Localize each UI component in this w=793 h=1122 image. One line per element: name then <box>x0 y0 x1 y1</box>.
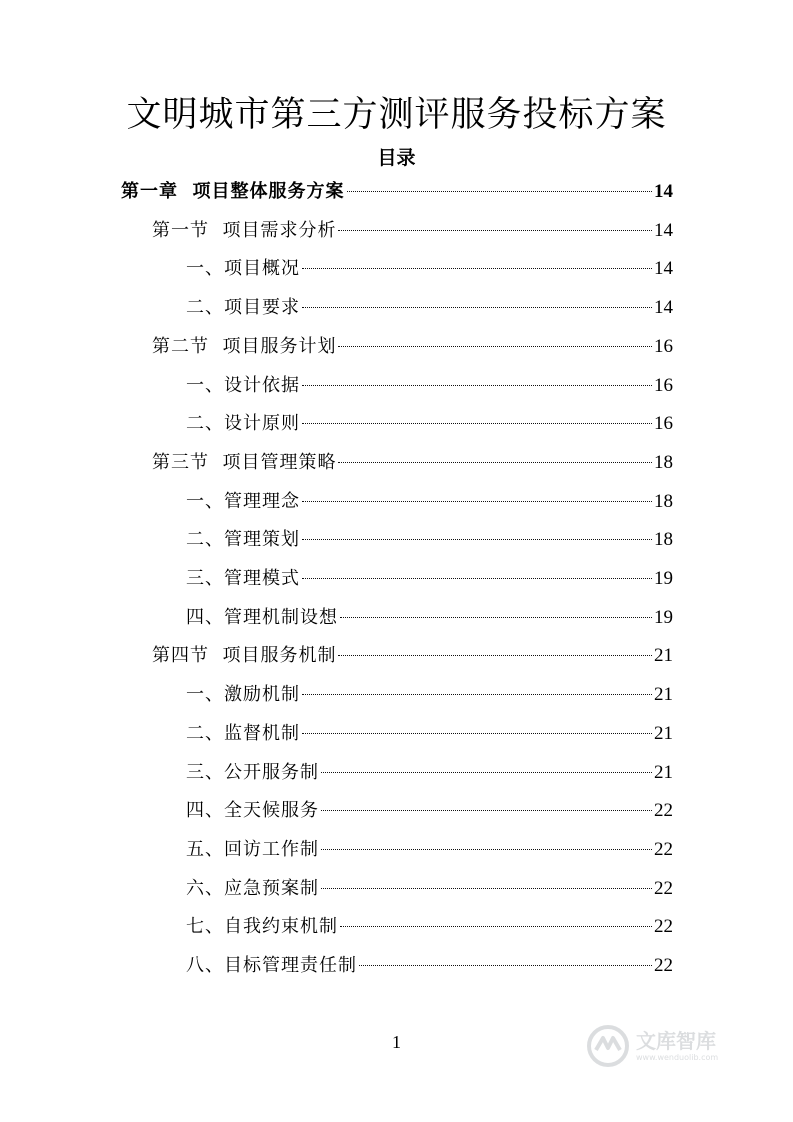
toc-leader-dots <box>338 462 652 463</box>
toc-entry-page: 21 <box>654 762 673 783</box>
toc-entry-page: 22 <box>654 800 673 821</box>
toc-entry[interactable] <box>186 372 673 400</box>
toc-entry[interactable] <box>186 565 673 593</box>
toc-entry[interactable] <box>186 759 673 787</box>
toc-entry-label: 三、公开服务制 <box>186 762 319 783</box>
toc-entry-page: 14 <box>654 220 673 241</box>
toc-leader-dots <box>302 539 652 540</box>
toc-leader-dots <box>302 268 652 269</box>
toc-entry-label: 三、管理模式 <box>186 568 300 589</box>
toc-leader-dots <box>338 655 652 656</box>
toc-entry-page: 16 <box>654 336 673 357</box>
toc-heading: 目录 <box>377 147 416 169</box>
toc-entry[interactable] <box>186 720 673 748</box>
toc-entry-label: 二、设计原则 <box>186 413 300 434</box>
toc-entry-page: 18 <box>654 452 673 473</box>
toc-entry-page: 14 <box>654 181 673 202</box>
toc-entry[interactable] <box>186 836 673 864</box>
logo-icon <box>586 1024 630 1068</box>
toc-entry[interactable] <box>121 178 673 206</box>
toc-entry[interactable] <box>186 913 673 941</box>
watermark-name: 文库智库 <box>636 1029 716 1053</box>
toc-entry-page: 22 <box>654 916 673 937</box>
toc-entry-label: 一、激励机制 <box>186 684 300 705</box>
toc-entry[interactable] <box>186 681 673 709</box>
page-number: 1 <box>392 1032 401 1052</box>
toc-entry-label: 一、管理理念 <box>186 491 300 512</box>
toc-entry-label: 第三节 项目管理策略 <box>152 452 337 473</box>
toc-entry[interactable] <box>152 642 673 670</box>
toc-entry[interactable] <box>186 410 673 438</box>
toc-entry-page: 19 <box>654 568 673 589</box>
toc-entry[interactable] <box>152 217 673 245</box>
toc-entry-label: 四、管理机制设想 <box>186 607 338 628</box>
toc-entry[interactable] <box>152 449 673 477</box>
toc-leader-dots <box>302 578 652 579</box>
toc-entry[interactable] <box>186 875 673 903</box>
toc-leader-dots <box>340 617 652 618</box>
toc-entry-page: 16 <box>654 375 673 396</box>
toc-entry[interactable] <box>152 333 673 361</box>
toc-leader-dots <box>302 501 652 502</box>
toc-entry-label: 六、应急预案制 <box>186 878 319 899</box>
toc-leader-dots <box>359 965 652 966</box>
toc-entry-label: 第一节 项目需求分析 <box>152 220 337 241</box>
watermark <box>586 1018 762 1074</box>
toc-entry-page: 21 <box>654 645 673 666</box>
toc-leader-dots <box>321 810 652 811</box>
toc-entry-label: 五、回访工作制 <box>186 839 319 860</box>
toc-entry-page: 22 <box>654 839 673 860</box>
watermark-url: www.wenduolib.com <box>636 1053 719 1062</box>
toc-entry-page: 18 <box>654 529 673 550</box>
toc-leader-dots <box>321 772 652 773</box>
toc-entry[interactable] <box>186 797 673 825</box>
toc-entry-page: 14 <box>654 258 673 279</box>
toc-entry[interactable] <box>186 255 673 283</box>
toc-entry-label: 一、设计依据 <box>186 375 300 396</box>
toc-leader-dots <box>321 849 652 850</box>
toc-entry-page: 19 <box>654 607 673 628</box>
toc-leader-dots <box>302 733 652 734</box>
toc-entry[interactable] <box>186 952 673 980</box>
toc-leader-dots <box>302 385 652 386</box>
toc-leader-dots <box>302 307 652 308</box>
toc-leader-dots <box>321 888 652 889</box>
document-title: 文明城市第三方测评服务投标方案 <box>126 95 667 135</box>
toc-entry-label: 第四节 项目服务机制 <box>152 645 337 666</box>
toc-entry[interactable] <box>186 488 673 516</box>
toc-leader-dots <box>347 191 652 192</box>
toc-entry-label: 四、全天候服务 <box>186 800 319 821</box>
toc-entry-page: 22 <box>654 955 673 976</box>
toc-entry-label: 二、监督机制 <box>186 723 300 744</box>
toc-entry-page: 21 <box>654 684 673 705</box>
toc-entry-label: 一、项目概况 <box>186 258 300 279</box>
toc-entry-label: 二、项目要求 <box>186 297 300 318</box>
toc-leader-dots <box>338 230 652 231</box>
toc-leader-dots <box>338 346 652 347</box>
toc-entry-label: 七、自我约束机制 <box>186 916 338 937</box>
toc-entry-label: 二、管理策划 <box>186 529 300 550</box>
toc-entry-page: 14 <box>654 297 673 318</box>
toc-entry-page: 16 <box>654 413 673 434</box>
toc-entry[interactable] <box>186 526 673 554</box>
toc-entry-page: 21 <box>654 723 673 744</box>
toc-entry-page: 18 <box>654 491 673 512</box>
toc-entry-page: 22 <box>654 878 673 899</box>
toc-entry[interactable] <box>186 604 673 632</box>
toc-entry-label: 八、目标管理责任制 <box>186 955 357 976</box>
toc-leader-dots <box>302 694 652 695</box>
toc-leader-dots <box>302 423 652 424</box>
toc-leader-dots <box>340 926 652 927</box>
toc-entry-label: 第二节 项目服务计划 <box>152 336 337 357</box>
toc-entry-label: 第一章 项目整体服务方案 <box>121 181 345 202</box>
toc-entry[interactable] <box>186 294 673 322</box>
